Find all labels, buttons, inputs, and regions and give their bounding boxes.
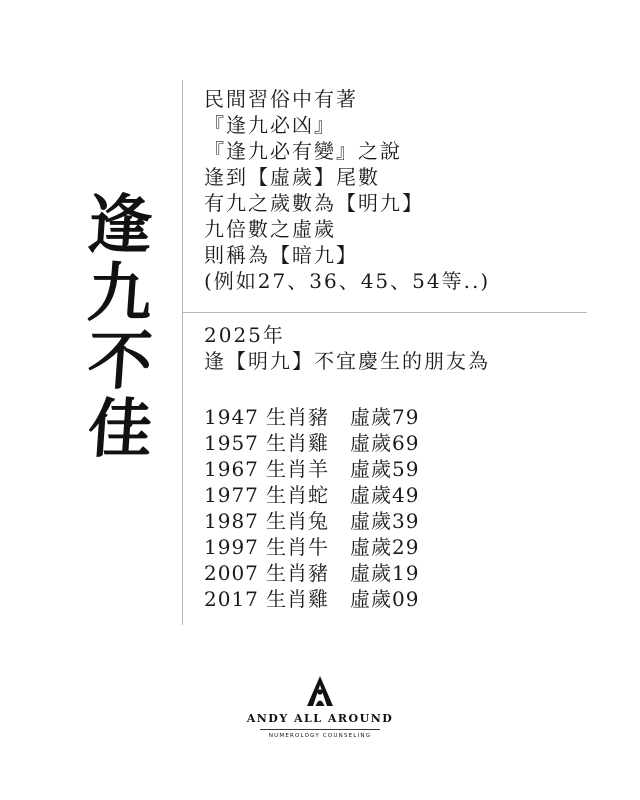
- list-item: [204, 482, 419, 508]
- title-char-4: 佳: [85, 392, 155, 467]
- birth-year: 1957: [204, 431, 259, 455]
- birth-year: 1997: [204, 535, 259, 559]
- intro-text: [204, 86, 490, 294]
- zodiac: 生肖豬: [266, 561, 329, 585]
- year-heading: 2025年: [204, 323, 285, 347]
- birth-year: 1987: [204, 509, 259, 533]
- intro-line: 九倍數之虛歲: [204, 217, 336, 241]
- intro-line: 『逢九必凶』: [204, 113, 336, 137]
- logo-subtitle: NUMEROLOGY COUNSELING: [268, 733, 372, 739]
- intro-line: 有九之歲數為【明九】: [204, 191, 424, 215]
- zodiac: 生肖蛇: [266, 483, 329, 507]
- zodiac: 生肖牛: [266, 535, 329, 559]
- list-item: [204, 586, 419, 612]
- zodiac: 生肖雞: [266, 431, 329, 455]
- birth-year: 1967: [204, 457, 259, 481]
- list-item: [204, 404, 419, 430]
- horizontal-divider: [182, 312, 587, 313]
- logo-brand-name: ANDY ALL AROUND: [246, 712, 394, 725]
- nominal-age: 虛歲39: [350, 509, 420, 533]
- zodiac: 生肖雞: [266, 587, 329, 611]
- logo-rule: [260, 729, 380, 730]
- zodiac: 生肖豬: [266, 405, 329, 429]
- vertical-divider: [182, 80, 183, 625]
- birth-year: 1977: [204, 483, 259, 507]
- birth-year: 2017: [204, 587, 259, 611]
- list-item: [204, 534, 419, 560]
- intro-line: 則稱為【暗九】: [204, 243, 358, 267]
- nominal-age: 虛歲69: [350, 431, 420, 455]
- list-item: [204, 430, 419, 456]
- list-item: [204, 508, 419, 534]
- nominal-age: 虛歲09: [350, 587, 420, 611]
- year-subheading: 逢【明九】不宜慶生的朋友為: [204, 349, 490, 373]
- intro-line: 『逢九必有變』之說: [204, 139, 402, 163]
- birth-year: 2007: [204, 561, 259, 585]
- intro-line: (例如27、36、45、54等..): [204, 269, 491, 293]
- year-section-heading: [204, 322, 490, 374]
- nominal-age: 虛歲49: [350, 483, 420, 507]
- zodiac: 生肖羊: [266, 457, 329, 481]
- birth-year: 1947: [204, 405, 259, 429]
- vertical-title: [70, 188, 170, 467]
- birth-year-list: [204, 404, 419, 612]
- brand-logo: [220, 676, 420, 739]
- intro-line: 民間習俗中有著: [204, 87, 358, 111]
- zodiac: 生肖兔: [266, 509, 329, 533]
- triangle-a-figure-icon: [307, 676, 333, 706]
- title-char-3: 不: [85, 324, 155, 399]
- nominal-age: 虛歲29: [350, 535, 420, 559]
- nominal-age: 虛歲19: [350, 561, 420, 585]
- intro-line: 逢到【虛歲】尾數: [204, 165, 380, 189]
- nominal-age: 虛歲79: [350, 405, 420, 429]
- nominal-age: 虛歲59: [350, 457, 420, 481]
- title-char-1: 逢: [85, 188, 155, 263]
- list-item: [204, 560, 419, 586]
- title-char-2: 九: [85, 256, 155, 331]
- list-item: [204, 456, 419, 482]
